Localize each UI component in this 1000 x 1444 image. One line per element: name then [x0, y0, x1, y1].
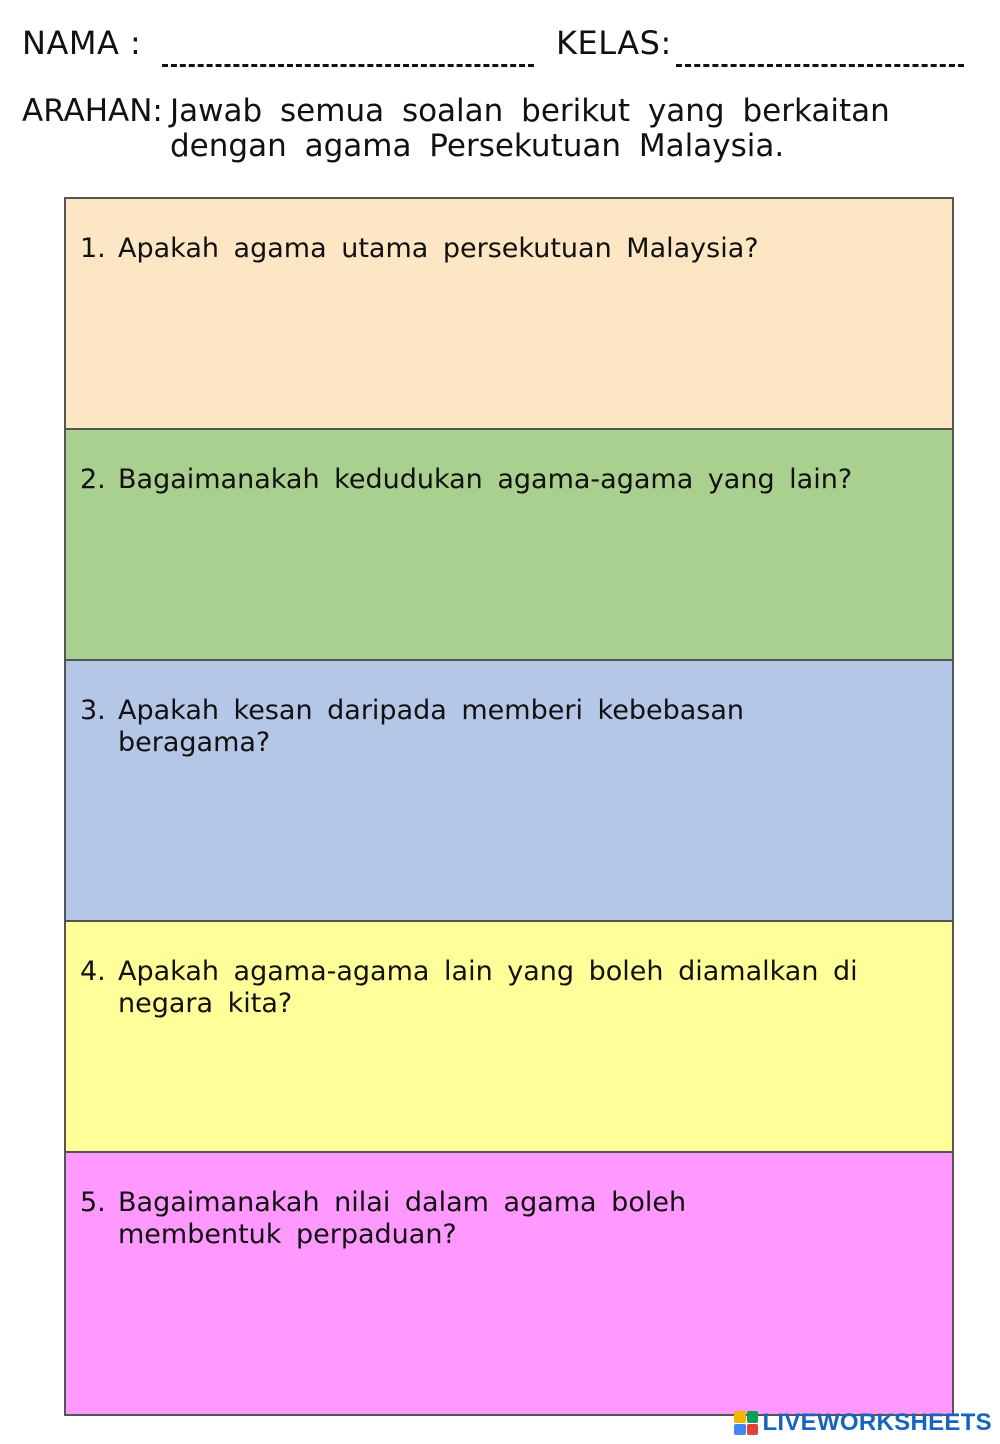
question-body: Apakah agama-agama lain yang boleh diamalkan di negara kita?: [118, 956, 858, 1019]
question-number: 1.: [80, 233, 106, 264]
question-box-2[interactable]: [66, 430, 952, 661]
question-number: 4.: [80, 956, 106, 987]
nama-answer-line[interactable]: [162, 64, 534, 67]
question-box-3[interactable]: [66, 661, 952, 922]
brand-text: LIVEWORKSHEETS: [762, 1409, 992, 1436]
student-info-header: [22, 18, 970, 68]
question-text: [80, 695, 880, 759]
question-body: Bagaimanakah kedudukan agama-agama yang lain?: [118, 464, 853, 495]
question-box-1[interactable]: [66, 199, 952, 430]
question-number: 3.: [80, 695, 106, 726]
question-number: 2.: [80, 464, 106, 495]
instructions-text: Jawab semua soalan berikut yang berkaitan dengan agama Persekutuan Malaysia.: [170, 93, 890, 164]
liveworksheets-logo-icon: [734, 1411, 758, 1435]
question-box-5[interactable]: [66, 1153, 952, 1414]
question-body: Bagaimanakah nilai dalam agama boleh membentuk perpaduan?: [118, 1187, 687, 1250]
question-number: 5.: [80, 1187, 106, 1218]
question-box-4[interactable]: [66, 922, 952, 1153]
instructions-label: ARAHAN:: [22, 93, 163, 129]
question-text: [80, 956, 880, 1020]
kelas-label: KELAS:: [556, 24, 672, 62]
liveworksheets-brand: [734, 1408, 992, 1438]
question-body: Apakah kesan daripada memberi kebebasan beragama?: [118, 695, 744, 758]
question-text: [80, 1187, 880, 1251]
kelas-answer-line[interactable]: [676, 64, 964, 67]
question-table: [64, 197, 954, 1416]
question-body: Apakah agama utama persekutuan Malaysia?: [118, 233, 759, 264]
nama-label: NAMA :: [22, 24, 142, 62]
question-text: [80, 464, 880, 496]
question-text: [80, 233, 880, 265]
